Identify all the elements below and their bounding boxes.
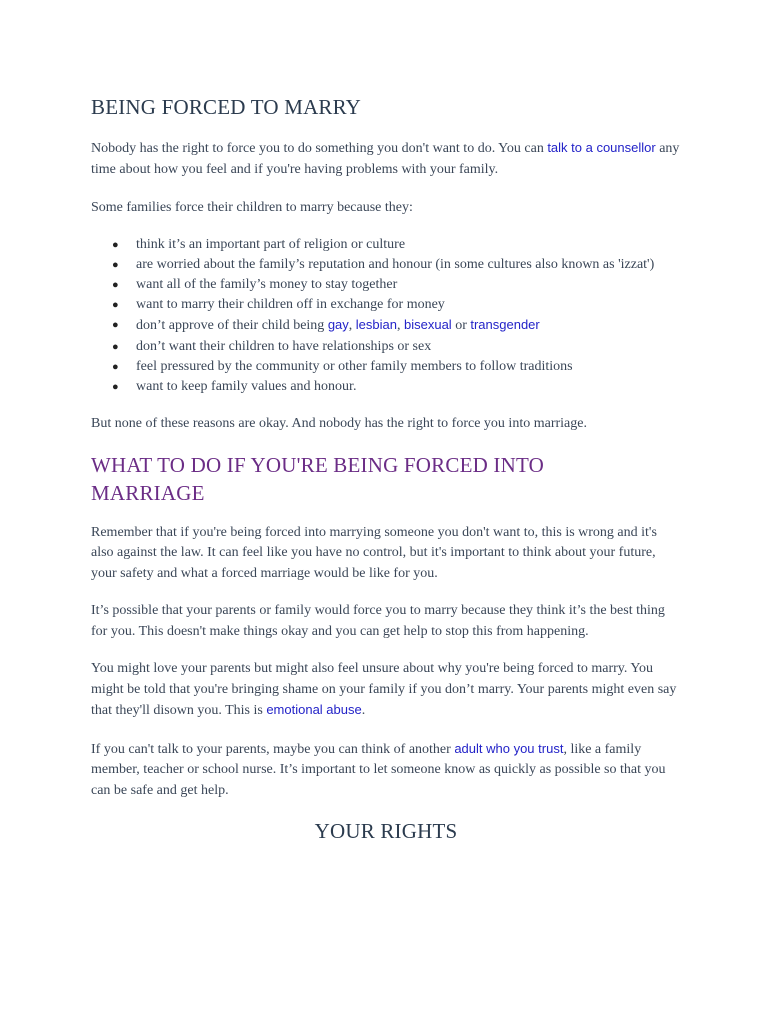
list-item: ● want to marry their children off in exchange for money <box>91 295 681 315</box>
bullet-icon: ● <box>112 299 119 312</box>
bullet-icon: ● <box>112 360 119 373</box>
intro-text-before: Nobody has the right to force you to do something you don't want to do. You can <box>91 141 548 156</box>
bullet-icon: ● <box>112 238 119 251</box>
bullet-icon: ● <box>112 340 119 353</box>
paragraph-remember: Remember that if you're being forced into marrying someone you don't want to, this is wrong and it's also against the law. It can feel like you have no control, but it's important to think about your future, your safety and what a forced marriage would be like for you. <box>91 524 657 581</box>
list-item: ● are worried about the family’s reputation and honour (in some cultures also known as 'izzat') <box>91 255 681 275</box>
paragraph-intro <box>91 138 681 180</box>
bullet-icon: ● <box>112 278 119 291</box>
heading-your-rights: YOUR RIGHTS <box>314 819 458 844</box>
adult-who-you-trust-link[interactable]: adult who you trust <box>454 740 564 756</box>
lesbian-link[interactable]: lesbian <box>355 317 397 333</box>
list-item: ● want to keep family values and honour. <box>91 377 681 397</box>
gay-link[interactable]: gay <box>327 317 349 333</box>
paragraph-none-okay: But none of these reasons are okay. And nobody has the right to force you into marriage. <box>91 416 587 432</box>
document-content <box>91 93 681 845</box>
bisexual-link[interactable]: bisexual <box>403 317 452 333</box>
paragraph-trusted-adult: If you can't talk to your parents, maybe you can think of another adult who you trust, like a family member, teacher or school nurse. It’s important to let someone know as quickly as possible so that you can be safe and get help. <box>91 740 666 798</box>
reasons-list <box>91 235 681 398</box>
list-item: ● don’t want their children to have relationships or sex <box>91 337 681 357</box>
paragraph-possible: It’s possible that your parents or family would force you to marry because they think it’s the best thing for you. This doesn't make things okay and you can get help to stop this from happening. <box>91 603 665 639</box>
bullet-icon: ● <box>112 380 119 393</box>
heading-being-forced-to-marry: BEING FORCED TO MARRY <box>91 95 362 119</box>
heading-what-to-do: WHAT TO DO IF YOU'RE BEING FORCED INTO MARRIAGE <box>91 452 544 505</box>
bullet-icon: ● <box>112 258 119 271</box>
bullet-icon: ● <box>112 319 119 332</box>
transgender-link[interactable]: transgender <box>470 317 540 333</box>
emotional-abuse-link[interactable]: emotional abuse <box>266 702 362 718</box>
list-item: ● want all of the family’s money to stay together <box>91 275 681 295</box>
intro-text-after: any time about how you feel and if you're having problems with your family. <box>91 141 680 177</box>
talk-to-counsellor-link[interactable]: talk to a counsellor <box>547 140 656 155</box>
paragraph-love-parents: You might love your parents but might also feel unsure about why you're being forced to marry. You might be told that you're bringing shame on your family if you don’t marry. Your parents might even say that they'll disown you. This is emotional abuse. <box>91 661 677 719</box>
paragraph-reasons-intro: Some families force their children to marry because they: <box>91 200 413 215</box>
list-item: ● don’t approve of their child being gay, lesbian, bisexual or transgender <box>91 315 681 336</box>
list-item: ● think it’s an important part of religion or culture <box>91 235 681 255</box>
list-item: ● feel pressured by the community or other family members to follow traditions <box>91 357 681 377</box>
